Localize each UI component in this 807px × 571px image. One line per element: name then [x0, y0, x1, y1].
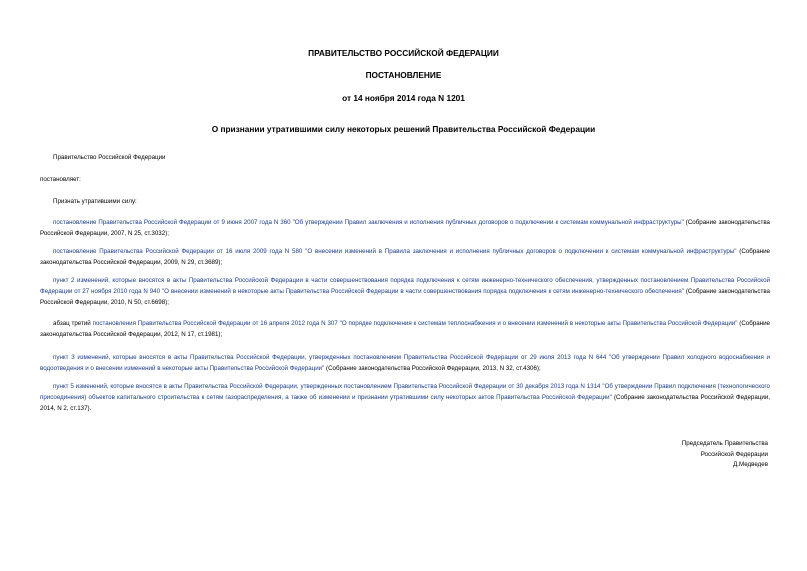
signer-title: Председатель Правительства: [681, 440, 768, 447]
list-item: [40, 318, 770, 340]
legal-link[interactable]: пункт 3 изменений, которые вносятся в акты Правительства Российской Федерации, утвержденных постановлением Правительства Российской Федерации от 29 июля 2013 года N 644 "Об утверждении Правил холодного водоснабжения и водоотведения и о внесении изменений в некоторые акты Правительства Российской Федерации": [40, 354, 770, 372]
recognize-line: Признать утратившими силу:: [53, 198, 137, 205]
document-type-heading: ПОСТАНОВЛЕНИЕ: [365, 70, 442, 80]
list-item: [40, 217, 770, 239]
signature-block: [682, 439, 768, 471]
source-citation: (Собрание законодательства Российской Федерации, 2007, N 25, ст.3032);: [40, 219, 771, 237]
legal-link[interactable]: постановления Правительства Российской Федерации от 16 апреля 2012 года N 307 "О порядке подключения к системам теплоснабжения и о внесении изменений в некоторые акты Правительства Российской Федерации": [92, 320, 738, 327]
list-item: [40, 381, 770, 414]
document-subject: О признании утратившими силу некоторых решений Правительства Российской Федерации: [211, 124, 596, 134]
date-number-heading: от 14 ноября 2014 года N 1201: [342, 93, 465, 103]
item-prefix: абзац третий: [53, 320, 93, 327]
legal-link[interactable]: постановление Правительства Российской Федерации от 16 июля 2009 года N 580 "О внесении изменений в Правила заключения и исполнения публичных договоров о подключении к системам коммунальной инфраструктуры": [53, 248, 737, 255]
source-citation: (Собрание законодательства Российской Федерации, 2012, N 17, ст.1981);: [40, 320, 770, 338]
government-line: Правительство Российской Федерации: [53, 154, 166, 161]
issuer-heading: ПРАВИТЕЛЬСТВО РОССИЙСКОЙ ФЕДЕРАЦИИ: [308, 48, 499, 58]
legal-link[interactable]: пункт 2 изменений, которые вносятся в акты Правительства Российской Федерации в части совершенствования порядка подключения к сетям инженерно-технического обеспечения, утвержденных постановлением Правительства Российской Федерации от 27 ноября 2010 года N 940 "О внесении изменений в некоторые акты Правительства Российской Федерации в части совершенствования порядка подключения к сетям инженерно-технического обеспечения": [40, 277, 770, 295]
legal-link[interactable]: постановление Правительства Российской Федерации от 9 июня 2007 года N 360 "Об утверждении Правил заключения и исполнения публичных договоров о подключении к системам коммунальной инфраструктуры": [53, 219, 684, 226]
source-citation: (Собрание законодательства Российской Федерации, 2009, N 29, ст.3689);: [40, 248, 770, 266]
source-citation: (Собрание законодательства Российской Федерации, 2013, N 32, ст.4306);: [324, 365, 541, 372]
decrees-line: постановляет:: [40, 176, 81, 183]
signer-title-2: Российской Федерации: [700, 450, 768, 458]
source-citation: (Собрание законодательства Российской Федерации, 2014, N 2, ст.137).: [40, 394, 770, 412]
legal-link[interactable]: пункт 5 изменений, которые вносятся в акты Правительства Российской Федерации, утвержденных постановлением Правительства Российской Федерации от 30 декабря 2013 года N 1314 "Об утверждении Правил подключения (технологического присоединения) объектов капитального строительства к сетям газораспределения, а также об изменении и признании утратившими силу некоторых актов Правительства Российской Федерации": [40, 383, 770, 401]
list-item: [40, 275, 770, 308]
list-item: [40, 246, 770, 268]
signer-name: Д.Медведев: [733, 461, 768, 468]
list-item: [40, 352, 770, 374]
source-citation: (Собрание законодательства Российской Федерации, 2010, N 50, ст.6698);: [40, 288, 770, 306]
